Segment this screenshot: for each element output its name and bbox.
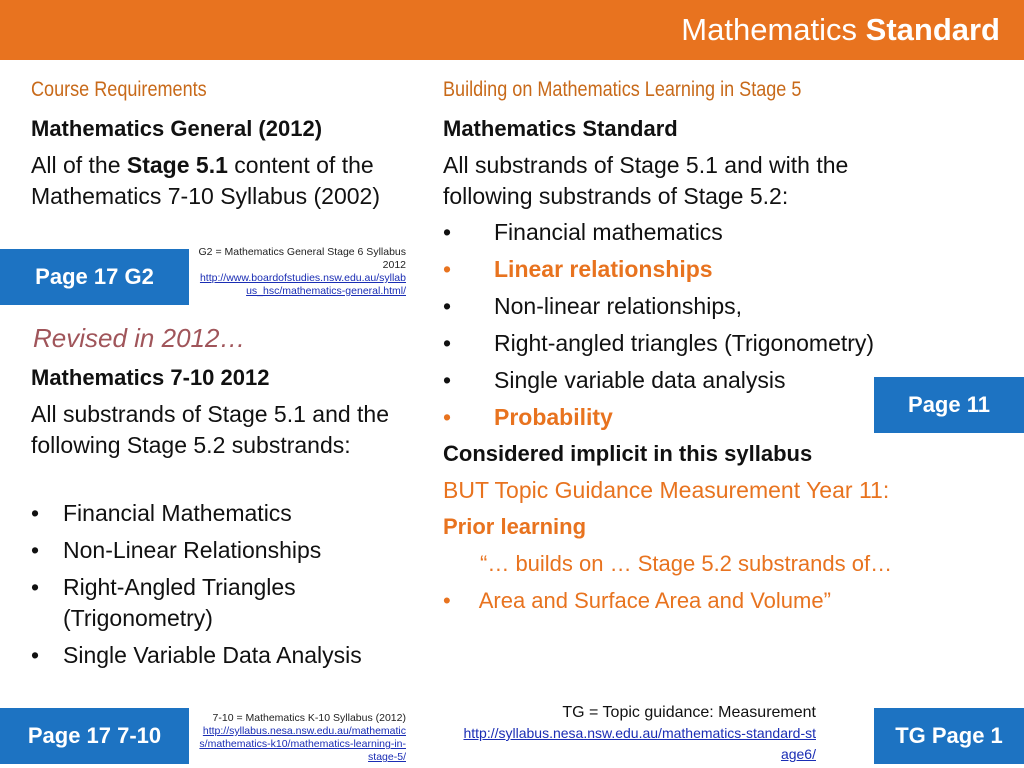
page-11-badge[interactable]: Page 11 [874, 377, 1024, 433]
bullet: • [443, 256, 452, 282]
k10-substrand-list [31, 498, 421, 671]
revised-heading: Revised in 2012… [33, 323, 246, 353]
g2-note [196, 246, 406, 298]
topic-guidance-text: BUT Topic Guidance Measurement Year 11: [443, 477, 890, 503]
general-course-title: Mathematics General (2012) [31, 116, 323, 141]
bullet-text-highlight: Linear relationships [494, 256, 713, 282]
g2-syllabus-link[interactable]: http://www.boardofstudies.nsw.edu.au/syllabus_hsc/mathematics-general.html/ [199, 272, 406, 297]
bullet-text: Single variable data analysis [494, 367, 786, 393]
slide-title [681, 12, 1000, 48]
bullet: • [443, 588, 451, 613]
standard-intro: All substrands of Stage 5.1 and with the following substrands of Stage 5.2: [443, 152, 849, 209]
bullet: • [31, 574, 40, 600]
builds-on-quote: “… builds on … Stage 5.2 substrands of… [480, 551, 893, 576]
bullet: • [443, 293, 452, 319]
list-item [31, 572, 421, 634]
title-main: Mathematics [681, 12, 858, 47]
standard-course-title: Mathematics Standard [443, 116, 678, 141]
bullet: • [443, 404, 452, 430]
building-heading: Building on Mathematics Learning in Stage 5 [443, 78, 802, 101]
k10-note [196, 712, 406, 764]
implicit-text: Considered implicit in this syllabus [443, 441, 813, 466]
bullet: • [443, 219, 452, 245]
intro-post: content of the Mathematics 7-10 Syllabus (2002) [31, 152, 380, 209]
bullet: • [443, 367, 452, 393]
tg-note [456, 702, 816, 765]
list-item [443, 288, 923, 325]
page-17-7-10-badge[interactable]: Page 17 7-10 [0, 708, 189, 764]
intro-bold: Stage 5.1 [126, 152, 228, 178]
k10-intro: All substrands of Stage 5.1 and the following Stage 5.2 substrands: [31, 401, 390, 458]
bullet: • [443, 330, 452, 356]
bullet-text: Right-angled triangles (Trigonometry) [494, 330, 875, 356]
k10-syllabus-link[interactable]: http://syllabus.nesa.nsw.edu.au/mathematics/mathematics-k10/mathematics-learning-in-stage-5/ [199, 725, 406, 763]
course-requirements-heading: Course Requirements [31, 78, 207, 101]
k10-note-text: 7-10 = Mathematics K-10 Syllabus (2012) [212, 712, 406, 724]
bullet-text: Non-linear relationships, [494, 293, 743, 319]
bullet-text: Financial mathematics [494, 219, 723, 245]
list-item [31, 498, 421, 529]
bullet: • [31, 537, 40, 563]
k10-course-title: Mathematics 7-10 2012 [31, 365, 270, 390]
title-bold: Standard [865, 12, 1000, 47]
tg-page-1-badge[interactable]: TG Page 1 [874, 708, 1024, 764]
bullet: • [31, 642, 40, 668]
list-item [443, 214, 923, 251]
standard-substrand-list [443, 214, 923, 436]
bullet-text-highlight: Probability [494, 404, 613, 430]
bullet: • [31, 500, 40, 526]
page-17-g2-badge[interactable]: Page 17 G2 [0, 249, 189, 305]
bullet-text: Single Variable Data Analysis [63, 642, 362, 668]
list-item [31, 535, 421, 566]
tg-syllabus-link[interactable]: http://syllabus.nesa.nsw.edu.au/mathematics-standard-stage6/ [463, 725, 816, 762]
bullet-text: Right-Angled Triangles (Trigonometry) [63, 574, 296, 631]
g2-note-text: G2 = Mathematics General Stage 6 Syllabus 2012 [198, 246, 406, 271]
general-intro [31, 150, 401, 212]
list-item [443, 362, 923, 399]
list-item [443, 399, 923, 436]
list-item [443, 251, 923, 288]
intro-pre: All of the [31, 152, 127, 178]
area-bullet [443, 588, 831, 614]
bullet-text: Non-Linear Relationships [63, 537, 322, 563]
area-text: Area and Surface Area and Volume” [478, 588, 831, 613]
prior-learning-text: Prior learning [443, 514, 587, 539]
bullet-text: Financial Mathematics [63, 500, 292, 526]
list-item [443, 325, 923, 362]
tg-note-text: TG = Topic guidance: Measurement [562, 704, 816, 721]
list-item [31, 640, 421, 671]
